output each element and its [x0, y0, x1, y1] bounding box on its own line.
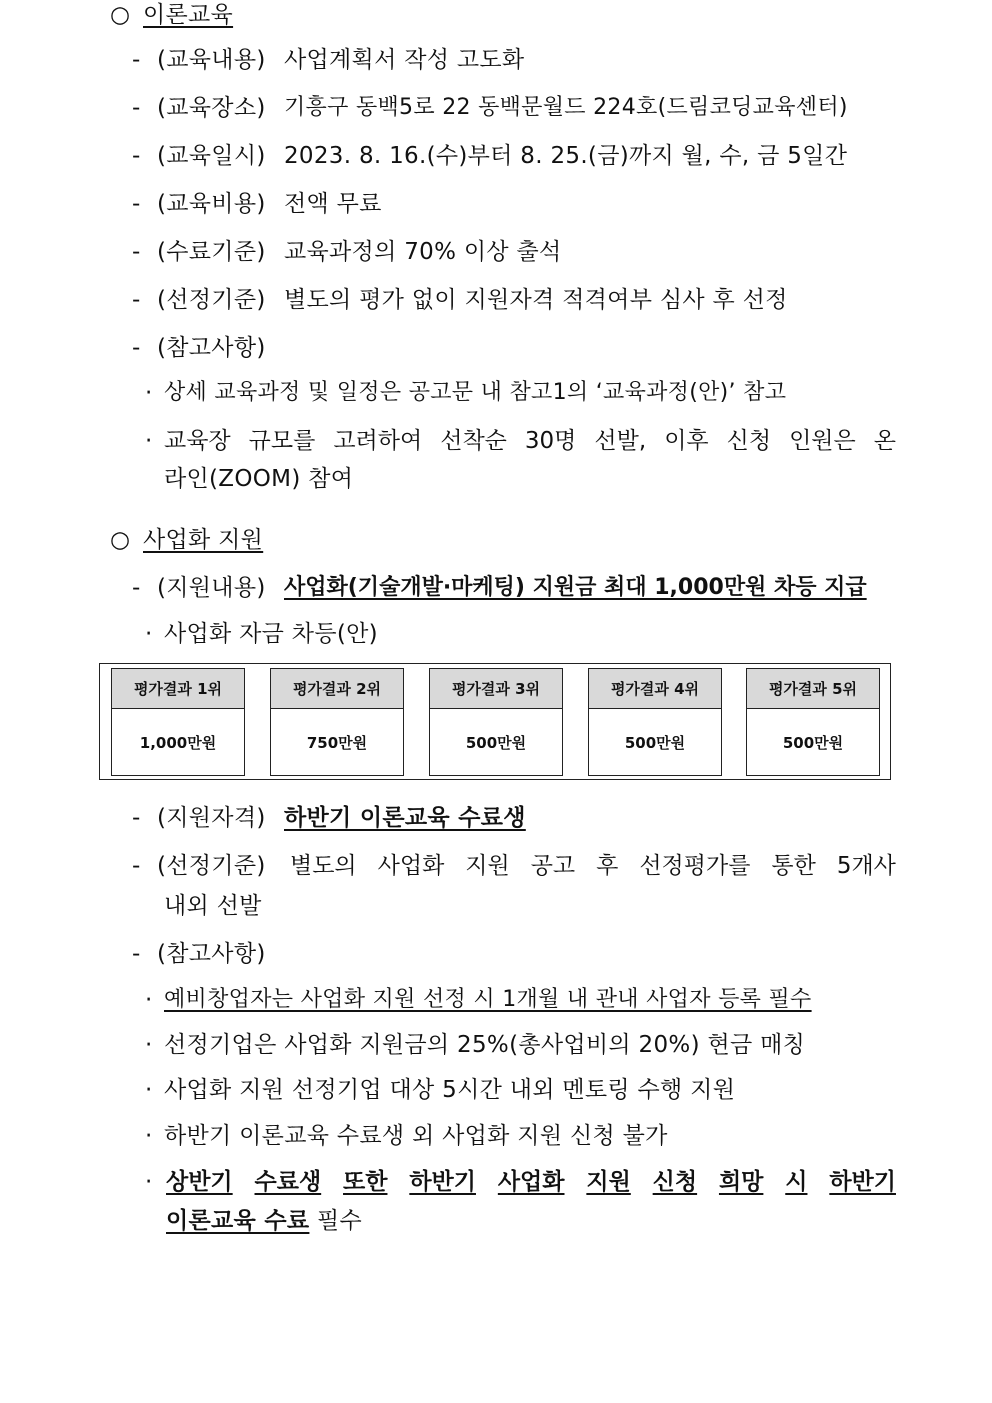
item-label: (교육장소) — [157, 95, 266, 121]
word: 선정평가를 — [639, 853, 751, 879]
word: 수료생 — [254, 1169, 322, 1195]
note-bullet: · — [145, 987, 153, 1013]
note-bullet: · — [145, 1077, 153, 1103]
note-bullet: · — [145, 380, 153, 406]
dash: - — [132, 47, 141, 73]
table-header: 평가결과 4위 — [589, 669, 721, 709]
table-cell — [588, 668, 722, 776]
dash: - — [132, 853, 141, 879]
support-text: 사업화(기술개발·마케팅) 지원금 최대 1,000만원 차등 지급 — [284, 575, 867, 600]
section1-marker: ○ — [110, 2, 131, 28]
dash: - — [132, 805, 141, 831]
note-text-line1 — [164, 426, 896, 456]
table-cell — [270, 668, 404, 776]
eligibility-text: 하반기 이론교육 수료생 — [284, 805, 526, 831]
last-note-tail: 필수 — [309, 1208, 363, 1234]
word: 지원 — [465, 853, 510, 879]
word: 규모를 — [248, 428, 316, 454]
item-text: 교육과정의 70% 이상 출석 — [284, 239, 562, 265]
word: 고려하여 — [333, 428, 423, 454]
section1-title: 이론교육 — [143, 2, 234, 28]
table-header: 평가결과 2위 — [271, 669, 403, 709]
word: 희망 — [718, 1169, 764, 1195]
note-bullet: · — [145, 1123, 153, 1149]
word: 또한 — [343, 1169, 388, 1195]
table-value: 500만원 — [624, 734, 686, 752]
section2-title: 사업화 지원 — [143, 527, 264, 553]
item-label: (참고사항) — [157, 941, 266, 967]
item-label: (수료기준) — [157, 239, 266, 265]
note-bullet: · — [145, 1169, 153, 1195]
table-cell — [746, 668, 880, 776]
word: 이후 — [664, 428, 709, 454]
dash: - — [132, 287, 141, 313]
word: 신청 — [652, 1169, 698, 1195]
table-value: 500만원 — [465, 734, 527, 752]
note-text: 선정기업은 사업화 지원금의 25%(총사업비의 20%) 현금 매칭 — [164, 1032, 806, 1058]
last-note-line2 — [166, 1206, 362, 1236]
item-label: (참고사항) — [157, 335, 266, 361]
word: 인원은 — [789, 428, 856, 454]
word: 5개사 — [836, 853, 896, 879]
note-text: 상세 교육과정 및 일정은 공고문 내 참고1의 ‘교육과정(안)’ 참고 — [164, 380, 787, 405]
word: 상반기 — [166, 1169, 233, 1195]
item-label: (지원자격) — [157, 805, 266, 831]
word: 하반기 — [829, 1169, 896, 1195]
sub-bullet-text: 사업화 자금 차등(안) — [164, 621, 378, 647]
word: 시 — [785, 1169, 808, 1195]
last-note-line1 — [166, 1167, 896, 1197]
word: 선착순 — [440, 428, 507, 454]
dash: - — [132, 335, 141, 361]
note-bullet: · — [145, 1032, 153, 1058]
item-label: (교육내용) — [157, 47, 266, 73]
item-label: (선정기준) — [157, 853, 266, 879]
table-value: 750만원 — [306, 734, 368, 752]
last-note-bold: 이론교육 수료 — [166, 1208, 310, 1234]
section2-marker: ○ — [110, 527, 131, 553]
word: 선발, — [594, 428, 647, 454]
word: 사업화 — [377, 853, 445, 879]
item-label: (지원내용) — [157, 575, 266, 601]
dash: - — [132, 239, 141, 265]
item-label: (선정기준) — [157, 287, 266, 313]
item-text: 2023. 8. 16.(수)부터 8. 25.(금)까지 월, 수, 금 5일간 — [284, 143, 848, 169]
item-text: 사업계획서 작성 고도화 — [284, 47, 525, 73]
note-text: 사업화 지원 선정기업 대상 5시간 내외 멘토링 수행 지원 — [164, 1077, 736, 1103]
table-cell — [111, 668, 245, 776]
dash: - — [132, 143, 141, 169]
item-text: 별도의 평가 없이 지원자격 적격여부 심사 후 선정 — [284, 287, 788, 313]
word: 후 — [596, 853, 619, 879]
selection-text-line2: 내외 선발 — [164, 893, 262, 919]
item-text: 전액 무료 — [284, 191, 382, 217]
word: 공고 — [530, 853, 576, 879]
note-bullet: · — [145, 428, 153, 454]
table-header: 평가결과 5위 — [747, 669, 879, 709]
word: 사업화 — [497, 1169, 565, 1195]
note-text: 예비창업자는 사업화 지원 선정 시 1개월 내 관내 사업자 등록 필수 — [164, 987, 812, 1012]
table-value: 500만원 — [782, 734, 844, 752]
selection-text-line1 — [290, 851, 896, 881]
dash: - — [132, 191, 141, 217]
dash: - — [132, 575, 141, 601]
table-cell — [429, 668, 563, 776]
table-header: 평가결과 1위 — [112, 669, 244, 709]
item-label: (교육비용) — [157, 191, 266, 217]
dash: - — [132, 95, 141, 121]
word: 신청 — [726, 428, 772, 454]
word: 통한 — [771, 853, 816, 879]
word: 별도의 — [290, 853, 357, 879]
note-text-line2: 라인(ZOOM) 참여 — [164, 466, 354, 492]
word: 온 — [873, 428, 896, 454]
table-header: 평가결과 3위 — [430, 669, 562, 709]
dash: - — [132, 941, 141, 967]
word: 교육장 — [164, 428, 231, 454]
word: 30명 — [524, 428, 577, 454]
note-bullet: · — [145, 621, 153, 647]
item-label: (교육일시) — [157, 143, 266, 169]
note-text: 하반기 이론교육 수료생 외 사업화 지원 신청 불가 — [164, 1123, 668, 1149]
table-value: 1,000만원 — [139, 734, 217, 752]
word: 지원 — [586, 1169, 631, 1195]
word: 하반기 — [409, 1169, 476, 1195]
item-text: 기흥구 동백5로 22 동백문월드 224호(드림코딩교육센터) — [284, 95, 848, 120]
